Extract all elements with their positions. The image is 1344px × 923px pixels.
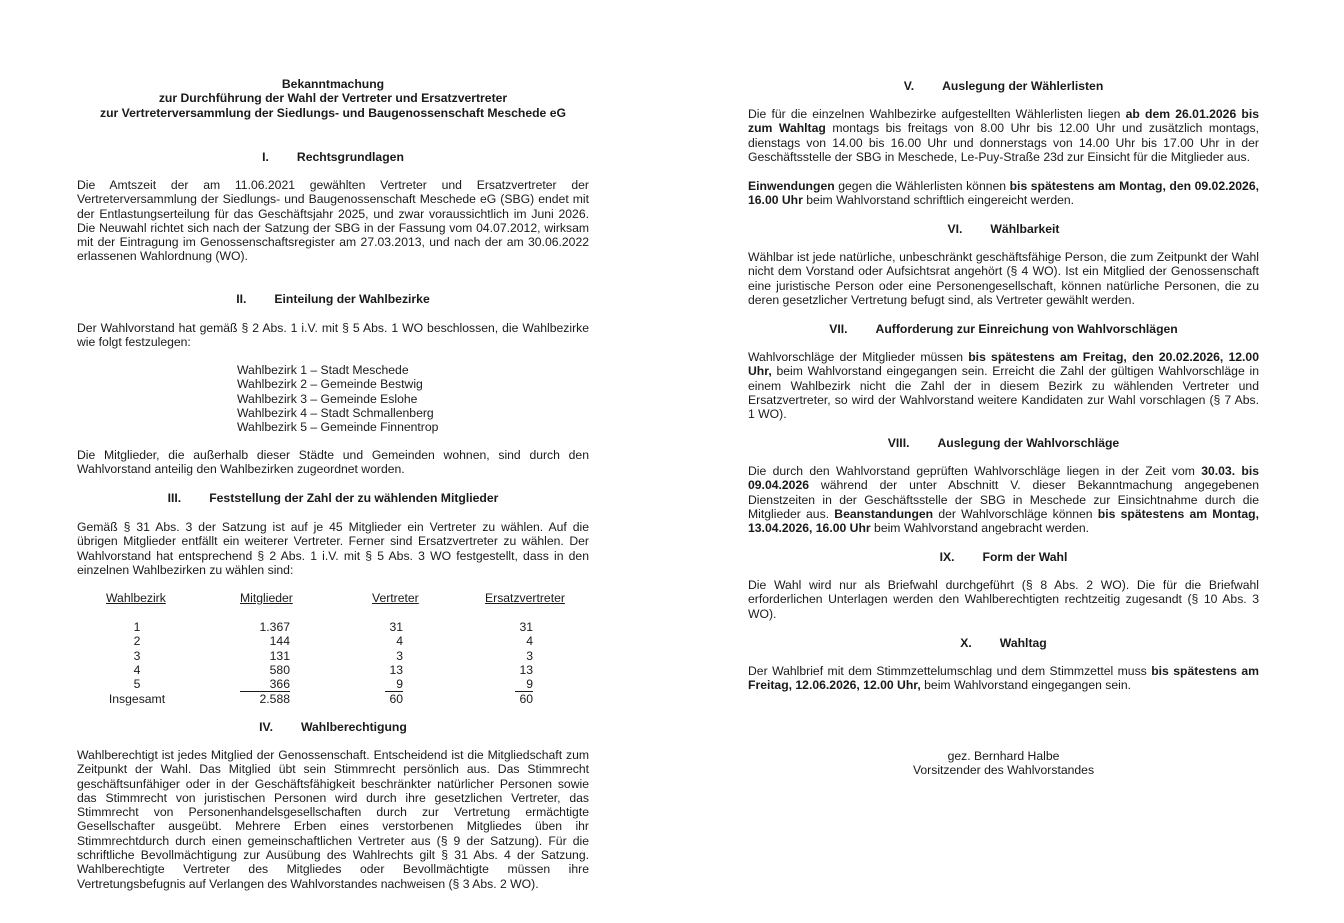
text-run: Die durch den Wahlvorstand geprüften Wahlvorschläge liegen in der Zeit vom	[748, 464, 1202, 478]
section-title: Auslegung der Wahlvorschläge	[937, 436, 1120, 450]
section-8-heading	[748, 436, 1259, 450]
section-number: III.	[167, 491, 182, 505]
table-cell-district: 5	[133, 677, 141, 692]
table-cell-substitutes: 3	[526, 648, 533, 663]
text-run: Der Wahlbrief mit dem Stimmzettelumschlag und dem Stimmzettel muss	[748, 664, 1152, 678]
section-9-heading	[748, 550, 1259, 564]
table-total-substitutes: 60	[519, 691, 533, 706]
section-number: IX.	[939, 550, 955, 564]
section-1-heading	[77, 150, 589, 164]
signature-name: gez. Bernhard Halbe	[947, 749, 1060, 763]
table-total-representatives: 60	[389, 691, 403, 706]
text-run: beim Wahlvorstand schriftlich eingereicht werden.	[802, 193, 1075, 208]
text-run-bold: Einwendungen	[748, 179, 835, 193]
section-2-outro: Die Mitglieder, die außerhalb dieser Städte und Gemeinden wohnen, sind durch den Wahlvorstand anteilig den Wahlbezirken zugeordnet worden.	[77, 448, 589, 477]
district-item: Wahlbezirk 1 – Stadt Meschede	[237, 363, 409, 377]
text-run-bold: 30.03. bis 09.04.2026	[748, 464, 1259, 493]
table-cell-substitutes: 9	[515, 677, 533, 692]
section-title: Form der Wahl	[982, 550, 1068, 564]
section-9-text: Die Wahl wird nur als Briefwahl durchgeführt (§ 8 Abs. 2 WO). Die für die Briefwahl erforderlichen Unterlagen werden den Wahlberechtigten rechtzeitig zugesandt (§ 10 Abs. 3 WO).	[748, 578, 1259, 621]
section-title: Aufforderung zur Einreichung von Wahlvorschlägen	[875, 322, 1178, 336]
table-total-members: 2.588	[259, 691, 290, 706]
table-cell-members: 366	[240, 677, 290, 692]
table-cell-members: 144	[269, 634, 290, 649]
text-run-bold: ab dem 26.01.2026 bis zum Wahltag	[748, 107, 1260, 136]
section-7-heading	[748, 322, 1259, 336]
district-item: Wahlbezirk 2 – Gemeinde Bestwig	[237, 377, 423, 392]
signature-role: Vorsitzender des Wahlvorstandes	[912, 763, 1095, 778]
district-item: Wahlbezirk 5 – Gemeinde Finnentrop	[237, 420, 439, 435]
section-8-text	[748, 464, 1259, 535]
table-cell-representatives: 31	[389, 620, 403, 634]
title-line-2: zur Durchführung der Wahl der Vertreter und Ersatzvertreter	[158, 91, 508, 106]
table-cell-members: 580	[269, 662, 290, 677]
section-5-heading	[748, 79, 1259, 93]
table-cell-substitutes: 13	[519, 662, 533, 677]
section-number: VIII.	[887, 436, 910, 450]
text-run: der Wahlvorschläge können	[933, 506, 1098, 521]
table-total-label: Insgesamt	[108, 691, 166, 706]
table-cell-representatives: 3	[396, 648, 403, 663]
text-run: beim Wahlvorstand angebracht werden.	[870, 521, 1090, 536]
signature-block	[748, 749, 1259, 778]
table-header-district: Wahlbezirk	[106, 591, 166, 605]
section-title: Wahltag	[999, 636, 1047, 650]
table-cell-members: 131	[269, 648, 290, 663]
section-number: VII.	[829, 322, 848, 336]
text-run-bold: bis spätestens am Montag, 13.04.2026, 16.00 Uhr	[748, 506, 1259, 536]
document-title	[77, 77, 589, 120]
section-10-heading	[748, 636, 1259, 650]
text-run: montags bis freitags von 8.00 Uhr bis 12.00 Uhr und zusätzlich montags, dienstags von 14.00 bis 16.00 Uhr und donnerstags von 14.00 Uhr bis 17.00 Uhr in der Geschäftsstelle der SBG in Meschede, Le-Puy-Straße 23d zur Einsicht für die Mitglieder aus.	[748, 121, 1260, 164]
district-list	[237, 363, 438, 434]
section-4-text: Wahlberechtigt ist jedes Mitglied der Genossenschaft. Entscheidend ist die Mitgliedschaft zum Zeitpunkt der Wahl. Das Mitglied übt sein Stimmrecht persönlich aus. Das Stimmrecht geschäftsunfähiger oder in der Geschäftsfähigkeit beschränkter natürlicher Personen sowie das Stimmrecht von juristischen Personen wird durch ihre gesetzlichen Vertreter, das Stimmrecht von Personenhandelsgesellschaften durch zur Vertretung ermächtigte Gesellschafter ausgeübt. Mehrere Erben eines verstorbenen Mitgliedes üben ihr Stimmrechtdurch durch einen gemeinschaftlichen Vertreter aus (§ 9 der Satzung). Für die schriftliche Bevollmächtigung zur Ausübung des Wahlrechts gilt § 31 Abs. 4 der Satzung. Wahlberechtigte Vertreter des Mitgliedes oder Bevollmächtigte müssen ihre Vertretungsbefugnis auf Verlangen des Wahlvorstandes nachweisen (§ 3 Abs. 2 WO).	[77, 748, 589, 891]
section-7-text	[748, 350, 1259, 421]
section-number: II.	[236, 292, 247, 306]
table-header-substitutes: Ersatzvertreter	[485, 591, 565, 605]
section-4-heading	[77, 720, 589, 734]
section-title: Rechtsgrundlagen	[296, 150, 404, 164]
district-item: Wahlbezirk 3 – Gemeinde Eslohe	[237, 391, 418, 406]
district-item: Wahlbezirk 4 – Stadt Schmallenberg	[237, 405, 434, 420]
section-title: Wählbarkeit	[990, 222, 1060, 236]
section-title: Auslegung der Wählerlisten	[942, 79, 1104, 93]
text-run: während der unter Abschnitt V. dieser Bekanntmachung angegebenen Dienstzeiten in der Geschäftsstelle der SBG in Meschede zur Einsichtnahme durch die Mitglieder aus.	[748, 478, 1259, 521]
section-5-text-1	[748, 107, 1259, 164]
text-run: Wahlvorschläge der Mitglieder müssen	[748, 350, 969, 364]
section-2-heading	[77, 292, 589, 306]
section-5-text-2	[748, 179, 1259, 208]
table-cell-substitutes: 31	[519, 620, 533, 634]
table-cell-representatives: 4	[396, 634, 403, 649]
text-run: beim Wahlvorstand eingegangen sein. Erreicht die Zahl der gültigen Wahlvorschläge in einem Wahlbezirk nicht die Zahl der in diesem Bezirk zu wählenden Vertreter und Ersatzvertreter, so wird der Wahlvorstand weitere Kandidaten zur Wahl vorschlagen (§ 7 Abs. 1 WO).	[748, 364, 1259, 422]
section-3-text: Gemäß § 31 Abs. 3 der Satzung ist auf je 45 Mitglieder ein Vertreter zu wählen. Auf die übrigen Mitglieder entfällt ein weiterer Vertreter. Ferner sind Ersatzvertreter zu wählen. Der Wahlvorstand hat entsprechend § 2 Abs. 1 i.V. mit § 5 Abs. 3 WO festgestellt, dass in den einzelnen Wahlbezirken zu wählen sind:	[77, 520, 589, 577]
section-10-text	[748, 664, 1259, 693]
text-run: beim Wahlvorstand eingegangen sein.	[920, 678, 1132, 693]
title-line-1: Bekanntmachung	[281, 77, 385, 91]
table-cell-district: 3	[133, 648, 141, 663]
table-header-representatives: Vertreter	[372, 591, 419, 605]
title-line-3: zur Vertreterversammlung der Siedlungs- und Baugenossenschaft Meschede eG	[100, 105, 566, 120]
section-title: Wahlberechtigung	[300, 720, 407, 734]
text-run: gegen die Wählerlisten können	[834, 179, 1010, 193]
text-run-bold: bis spätestens am Freitag, den 20.02.2026, 12.00 Uhr,	[748, 350, 1259, 379]
table-cell-representatives: 13	[389, 662, 403, 677]
table-cell-district: 4	[133, 662, 141, 677]
section-3-heading	[77, 491, 589, 505]
section-number: V.	[903, 79, 915, 93]
table-cell-members: 1.367	[259, 620, 290, 634]
section-2-intro: Der Wahlvorstand hat gemäß § 2 Abs. 1 i.V. mit § 5 Abs. 1 WO beschlossen, die Wahlbezirke wie folgt festzulegen:	[77, 321, 589, 350]
section-title: Feststellung der Zahl der zu wählenden Mitglieder	[209, 491, 499, 505]
section-number: IV.	[259, 720, 273, 734]
table-cell-substitutes: 4	[526, 634, 533, 649]
table-cell-district: 2	[133, 634, 141, 649]
section-title: Einteilung der Wahlbezirke	[274, 292, 430, 306]
text-run: Die für die einzelnen Wahlbezirke aufgestellten Wählerlisten liegen	[748, 107, 1126, 121]
section-number: I.	[262, 150, 269, 164]
section-number: X.	[960, 636, 972, 650]
table-cell-representatives: 9	[385, 677, 403, 692]
section-6-heading	[748, 222, 1259, 236]
section-6-text: Wählbar ist jede natürliche, unbeschränkt geschäftsfähige Person, die zum Zeitpunkt der Wahl nicht dem Vorstand oder Aufsichtsrat angehört (§ 4 WO). Ist ein Mitglied der Genossenschaft eine juristische Person oder eine Personengesellschaft, können natürliche Personen, die zu deren gesetzlicher Vertretung befugt sind, als Vertreter gewählt werden.	[748, 250, 1259, 307]
text-run-bold: bis spätestens am Freitag, 12.06.2026, 12.00 Uhr,	[748, 664, 1259, 693]
section-number: VI.	[947, 222, 963, 236]
table-cell-district: 1	[133, 620, 141, 634]
table-header-members: Mitglieder	[240, 591, 293, 605]
text-run-bold: bis spätestens am Montag, den 09.02.2026, 16.00 Uhr	[748, 179, 1260, 208]
section-1-text: Die Amtszeit der am 11.06.2021 gewählten Vertreter und Ersatzvertreter der Vertreterversammlung der Siedlungs- und Baugenossenschaft Meschede eG (SBG) endet mit der Entlastungserteilung für das Geschäftsjahr 2025, und zwar voraussichtlich im Juni 2026. Die Neuwahl richtet sich nach der Satzung der SBG in der Fassung vom 04.07.2012, wirksam mit der Eintragung im Genossenschaftsregister am 27.03.2013, und nach der am 30.06.2022 erlassenen Wahlordnung (WO).	[77, 178, 589, 264]
text-run-bold: Beanstandungen	[834, 506, 934, 521]
